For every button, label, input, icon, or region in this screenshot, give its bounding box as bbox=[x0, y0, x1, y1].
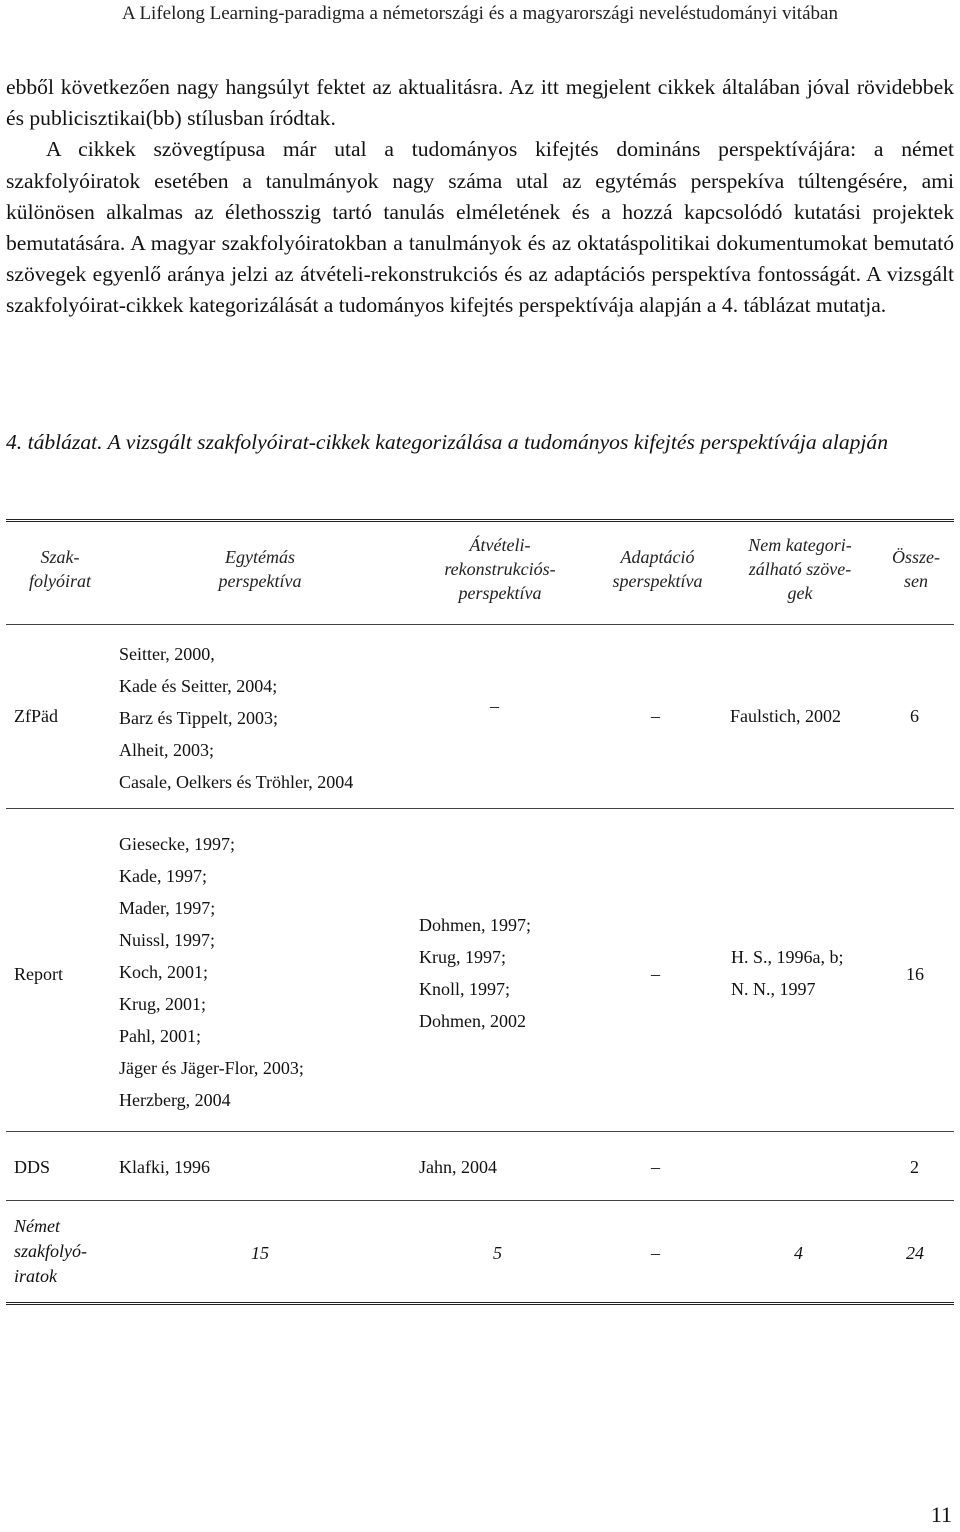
header-osszesen: Össze- sen bbox=[892, 547, 940, 591]
citation: Dohmen, 1997; bbox=[419, 915, 531, 935]
citation: Giesecke, 1997; bbox=[119, 834, 235, 854]
citation: Pahl, 2001; bbox=[119, 1026, 202, 1046]
row-zfpad-atveteli: – bbox=[490, 696, 499, 716]
header-nem-kategorizalhato: Nem kategori- zálható szöve- gek bbox=[748, 535, 852, 603]
header-adaptacio: Adaptáció sperspektíva bbox=[612, 547, 703, 591]
row-report-nem-kategorizalhato bbox=[731, 941, 844, 1005]
row-dds-total: 2 bbox=[910, 1157, 919, 1177]
row-dds-journal: DDS bbox=[14, 1157, 51, 1177]
row-rule bbox=[6, 1200, 954, 1201]
row-zfpad-adaptacio: – bbox=[651, 706, 660, 726]
citation: H. S., 1996a, b; bbox=[731, 947, 844, 967]
citation: Dohmen, 2002 bbox=[419, 1011, 526, 1031]
citation: Barz és Tippelt, 2003; bbox=[119, 708, 279, 728]
summary-egytemas: 15 bbox=[251, 1243, 269, 1263]
row-zfpad-journal: ZfPäd bbox=[14, 706, 58, 726]
header-egytemas: Egytémás perspektíva bbox=[218, 547, 302, 591]
row-dds-egytemas: Klafki, 1996 bbox=[119, 1157, 210, 1177]
body-text bbox=[6, 72, 954, 322]
table-bottom-rule bbox=[6, 1302, 954, 1305]
citation: Krug, 2001; bbox=[119, 994, 206, 1014]
citation: Jäger és Jäger-Flor, 2003; bbox=[119, 1058, 304, 1078]
citation: Kade, 1997; bbox=[119, 866, 207, 886]
row-report-total: 16 bbox=[906, 964, 924, 984]
row-dds-adaptacio: – bbox=[651, 1157, 660, 1177]
summary-total: 24 bbox=[906, 1243, 924, 1263]
citation: Alheit, 2003; bbox=[119, 740, 214, 760]
summary-nem-kategorizalhato: 4 bbox=[794, 1243, 803, 1263]
citation: Casale, Oelkers és Tröhler, 2004 bbox=[119, 772, 354, 792]
row-zfpad-total: 6 bbox=[910, 706, 919, 726]
row-dds-atveteli: Jahn, 2004 bbox=[419, 1157, 497, 1177]
citation: Knoll, 1997; bbox=[419, 979, 511, 999]
row-report-atveteli bbox=[419, 909, 531, 1037]
header-szakfolyoirat: Szak- folyóirat bbox=[29, 547, 91, 591]
paragraph-1: ebből következően nagy hangsúlyt fektet az aktualitásra. Az itt megjelent cikkek általában jóval rövidebbek és publicisztikai(bb) stílusban íródtak. bbox=[6, 75, 954, 131]
page-number: 11 bbox=[930, 1502, 952, 1527]
citation: Nuissl, 1997; bbox=[119, 930, 216, 950]
citation: N. N., 1997 bbox=[731, 979, 816, 999]
paragraph-2: A cikkek szövegtípusa már utal a tudományos kifejtés domináns perspektívájára: a német szakfolyóiratok esetében a tanulmányok nagy száma utal az egytémás perspekíva túltengésére, ami különösen alkalmas az élethosszig tartó tanulás elméletének és a hozzá kapcsolódó kutatási projektek bemutatására. A magyar szakfolyóiratokban a tanulmányok és az oktatáspolitikai dokumentumokat bemutató szövegek egyenlő aránya jelzi az átvételi-rekonstrukciós és az adaptációs perspektíva fontosságát. A vizsgált szakfolyóirat-cikkek kategorizálását a tudományos kifejtés perspektívája alapján a 4. táblázat mutatja. bbox=[6, 137, 954, 318]
summary-atveteli: 5 bbox=[493, 1243, 502, 1263]
row-rule bbox=[6, 808, 954, 809]
row-zfpad-egytemas bbox=[119, 638, 353, 798]
running-header: A Lifelong Learning-paradigma a németországi és a magyarországi neveléstudományi vitában bbox=[122, 3, 838, 24]
citation: Krug, 1997; bbox=[419, 947, 506, 967]
table-top-rule bbox=[6, 519, 954, 522]
citation: Koch, 2001; bbox=[119, 962, 208, 982]
summary-label: Német szakfolyó- iratok bbox=[14, 1216, 87, 1286]
summary-adaptacio: – bbox=[651, 1243, 660, 1263]
row-report-egytemas bbox=[119, 828, 304, 1116]
citation: Mader, 1997; bbox=[119, 898, 216, 918]
header-bottom-rule bbox=[6, 624, 954, 625]
citation: Kade és Seitter, 2004; bbox=[119, 676, 278, 696]
citation: Herzberg, 2004 bbox=[119, 1090, 231, 1110]
table-caption: 4. táblázat. A vizsgált szakfolyóirat-cikkek kategorizálása a tudományos kifejtés perspektívája alapján bbox=[6, 430, 889, 454]
row-report-adaptacio: – bbox=[651, 964, 660, 984]
row-zfpad-nem-kategorizalhato: Faulstich, 2002 bbox=[730, 706, 841, 726]
row-report-journal: Report bbox=[14, 964, 63, 984]
row-rule bbox=[6, 1131, 954, 1132]
header-atveteli: Átvételi- rekonstrukciós- perspektíva bbox=[444, 535, 556, 603]
citation: Seitter, 2000, bbox=[119, 644, 215, 664]
